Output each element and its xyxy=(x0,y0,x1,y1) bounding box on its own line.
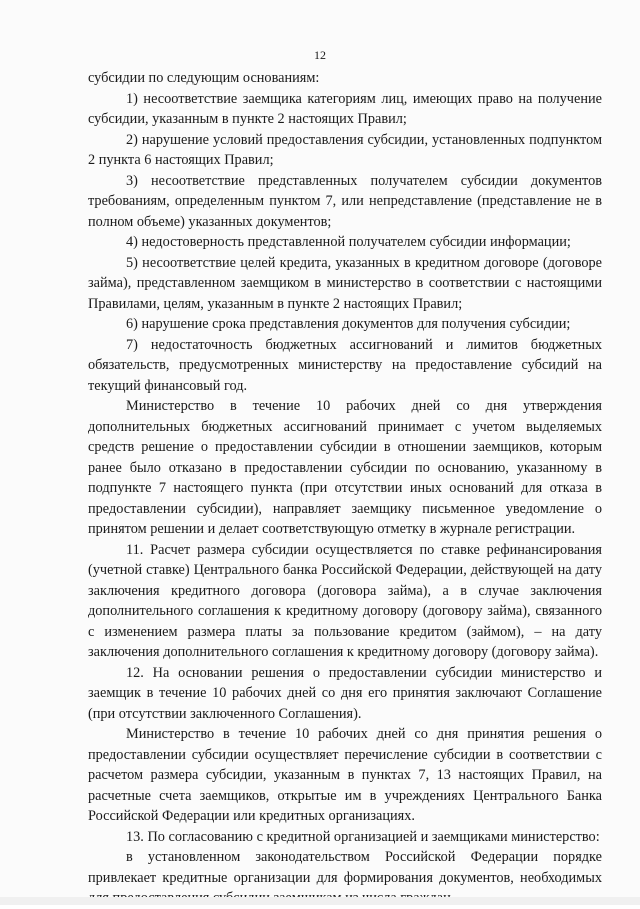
section-13: 13. По согласованию с кредитной организацией и заемщиками министерство: xyxy=(126,828,600,845)
clause-3: 3) несоответствие представленных получателем субсидии документов требованиям, определенным пунктом 7, или непредставление (представление не в полном объеме) указанных документов; xyxy=(88,172,602,230)
section-12: 12. На основании решения о предоставлении субсидии министерство и заемщик в течение 10 рабочих дней со дня его принятия заключают Соглашение (при отсутствии заключенного Соглашения). xyxy=(88,664,602,722)
section-11: 11. Расчет размера субсидии осуществляется по ставке рефинансирования (учетной ставке) Центрального банка Российской Федерации, действующей на дату заключения кредитного договора (договора займа), а в случае заключения дополнительного соглашения к кредитному договору (договору займа), связанного с изменением размера платы за пользование кредитом (займом), – на дату заключения дополнительного соглашения к кредитному договору (договору займа). xyxy=(88,541,602,660)
paragraph-intro: субсидии по следующим основаниям: xyxy=(88,70,320,86)
page-number: 12 xyxy=(314,48,326,62)
clause-2: 2) нарушение условий предоставления субсидии, установленных подпунктом 2 пункта 6 настоящих Правил; xyxy=(88,131,602,168)
clause-6: 6) нарушение срока представления документов для получения субсидии; xyxy=(126,316,571,332)
clause-7: 7) недостаточность бюджетных ассигнований и лимитов бюджетных обязательств, предусмотренных министерству на предоставление субсидий на текущий финансовый год. xyxy=(88,336,602,394)
document-body xyxy=(88,68,602,909)
clause-5: 5) несоответствие целей кредита, указанных в кредитном договоре (договоре займа), представленном заемщиком в министерство в соответствии с настоящими Правилами, целям, указанным в пункте 2 настоящих Правил; xyxy=(88,254,602,312)
clause-1: 1) несоответствие заемщика категориям лиц, имеющих право на получение субсидии, указанным в пункте 2 настоящих Правил; xyxy=(88,90,602,127)
page-bottom-edge xyxy=(0,897,640,905)
paragraph-transfer: Министерство в течение 10 рабочих дней со дня принятия решения о предоставлении субсидии осуществляет перечисление субсидии в соответствии с расчетом размера субсидии, указанным в пунктах 7, 13 настоящих Правил, на расчетные счета заемщиков, открытые им в учреждениях Центрального Банка Российской Федерации или кредитных организациях. xyxy=(88,726,602,824)
clause-4: 4) недостоверность представленной получателем субсидии информации; xyxy=(126,234,571,250)
paragraph-additional-allocations: Министерство в течение 10 рабочих дней со дня утверждения дополнительных бюджетных ассигнований принимает с учетом выделяемых средств решение о предоставлении субсидии в отношении заемщиков, которым ранее было отказано в предоставлении субсидии по основанию, указанному в подпункте 7 настоящего пункта (при отсутствии иных оснований для отказа в предоставлении субсидии), направляет заемщику письменное уведомление о принятом решении и делает соответствующую отметку в журнале регистрации. xyxy=(88,398,602,537)
paragraph-credit-orgs: в установленном законодательством Российской Федерации порядке привлекает кредитные организации для формирования документов, необходимых xyxy=(88,849,602,886)
